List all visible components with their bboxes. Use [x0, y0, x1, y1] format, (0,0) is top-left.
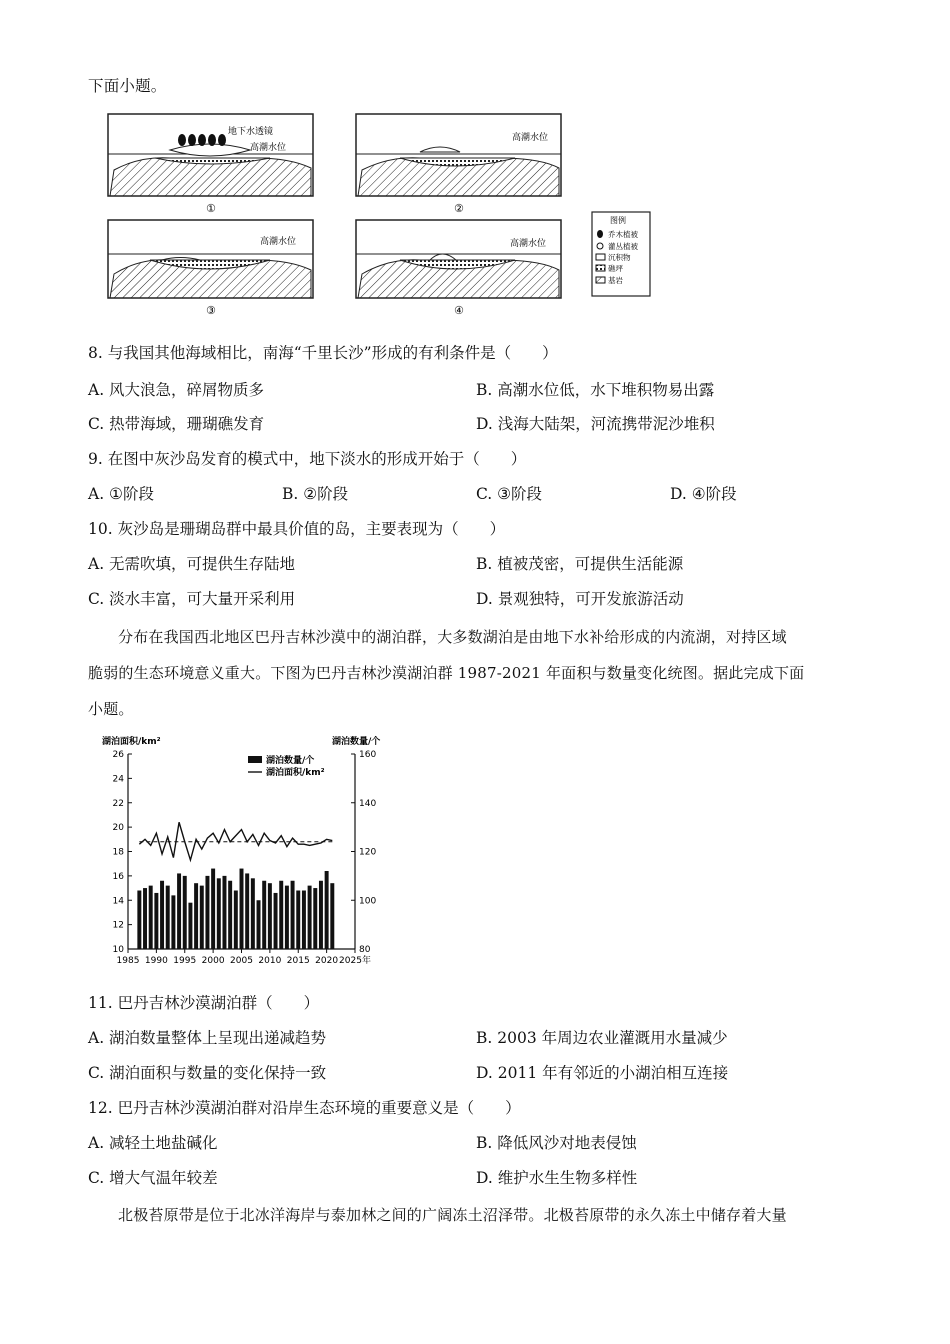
- panel-4-label-tide: 高潮水位: [510, 239, 547, 249]
- lake-count-bar: [291, 881, 295, 949]
- question-9-option-c[interactable]: C. ③阶段: [476, 485, 543, 503]
- question-12-option-b[interactable]: B. 降低风沙对地表侵蚀: [476, 1134, 637, 1152]
- question-12-option-d[interactable]: D. 维护水生生物多样性: [476, 1169, 638, 1187]
- legend-title: 图例: [610, 216, 626, 225]
- question-12-option-a[interactable]: A. 减轻土地盐碱化: [88, 1134, 218, 1152]
- panel-1-number: ①: [206, 202, 216, 215]
- lake-count-bar: [257, 900, 261, 949]
- question-8-option-c[interactable]: C. 热带海域，珊瑚礁发育: [88, 415, 265, 433]
- question-10-option-d[interactable]: D. 景观独特，可开发旅游活动: [476, 590, 684, 608]
- island-panel-3: [108, 220, 313, 317]
- lake-count-bar: [268, 883, 272, 949]
- question-11-option-a[interactable]: A. 湖泊数量整体上呈现出递减趋势: [88, 1029, 327, 1047]
- x-tick-label: 2000: [201, 956, 225, 966]
- question-8-option-d[interactable]: D. 浅海大陆架，河流携带泥沙堆积: [476, 415, 715, 433]
- lake-count-bar: [217, 878, 221, 949]
- lake-count-bar: [313, 888, 317, 949]
- lake-count-bar: [296, 891, 300, 950]
- x-tick-label: 2010: [258, 956, 282, 966]
- lake-count-bar: [166, 886, 170, 949]
- lake-count-bar: [325, 871, 329, 949]
- legend-item-sediment: 沉积物: [608, 253, 631, 262]
- question-12-option-c[interactable]: C. 增大气温年较差: [88, 1169, 218, 1187]
- panel-1-label-lens: 地下水透镜: [228, 127, 274, 137]
- question-8-stem: 8. 与我国其他海域相比，南海“千里长沙”形成的有利条件是（ ）: [88, 344, 558, 362]
- lake-count-bar: [143, 888, 147, 949]
- question-11-stem: 11. 巴丹吉林沙漠湖泊群（ ）: [88, 994, 320, 1012]
- left-tick-label: 18: [112, 847, 124, 858]
- question-9-option-a[interactable]: A. ①阶段: [88, 485, 154, 503]
- lake-count-bar: [200, 886, 204, 949]
- right-axis-label: 湖泊数量/个: [332, 737, 381, 747]
- legend-count-label: 湖泊数量/个: [266, 756, 315, 766]
- legend-item-bedrock: 基岩: [608, 276, 623, 285]
- question-10-option-c[interactable]: C. 淡水丰富，可大量开采利用: [88, 590, 296, 608]
- panel-3-number: ③: [206, 304, 216, 317]
- lake-count-bar: [302, 891, 306, 950]
- right-tick-label: 120: [359, 847, 377, 858]
- lake-count-bar: [285, 886, 289, 949]
- lake-count-bar: [319, 881, 323, 949]
- lake-chart: [100, 732, 400, 972]
- lake-count-bar: [245, 873, 249, 949]
- lake-count-bar: [228, 881, 232, 949]
- lake-passage-line-1: 分布在我国西北地区巴丹吉林沙漠中的湖泊群，大多数湖泊是由地下水补给形成的内流湖，对持区域: [118, 628, 787, 646]
- island-panel-4: [356, 220, 561, 317]
- x-tick-label: 1990: [144, 956, 168, 966]
- bedrock-icon: [596, 277, 605, 283]
- question-8-option-a[interactable]: A. 风大浪急，碎屑物质多: [88, 381, 265, 399]
- panel-1-label-tide: 高潮水位: [250, 143, 287, 153]
- question-10-option-a[interactable]: A. 无需吹填，可提供生存陆地: [88, 555, 296, 573]
- lake-count-bar: [171, 895, 175, 949]
- island-development-figure: [100, 108, 660, 318]
- left-tick-label: 26: [112, 750, 124, 760]
- tundra-passage: 北极苔原带是位于北冰洋海岸与泰加林之间的广阔冻土沼泽带。北极苔原带的永久冻土中储存着大量: [118, 1206, 787, 1224]
- lake-passage-line-2: 脆弱的生态环境意义重大。下图为巴丹吉林沙漠湖泊群 1987-2021 年面积与数量变化统图。据此完成下面: [88, 664, 805, 682]
- lake-count-bar: [177, 873, 181, 949]
- lake-count-bar: [308, 886, 312, 949]
- lake-count-bar: [330, 883, 334, 949]
- lake-count-bar: [194, 883, 198, 949]
- lake-count-bar: [279, 881, 283, 949]
- x-tick-label: 2005: [230, 956, 253, 966]
- lake-area-line: [139, 822, 332, 860]
- x-tick-label: 2025年: [339, 956, 371, 966]
- legend-area-label: 湖泊面积/km²: [266, 768, 325, 778]
- intro-tail: 下面小题。: [88, 77, 167, 95]
- lake-count-bar: [211, 869, 215, 949]
- island-panel-2: [356, 114, 561, 215]
- left-tick-label: 14: [112, 896, 124, 907]
- lake-count-bar: [234, 891, 238, 950]
- question-11-option-d[interactable]: D. 2011 年有邻近的小湖泊相互连接: [476, 1064, 729, 1082]
- left-tick-label: 24: [112, 774, 124, 785]
- lake-count-bar: [149, 886, 153, 949]
- shrub-icon: [597, 243, 603, 249]
- question-9-option-b[interactable]: B. ②阶段: [282, 485, 349, 503]
- legend-item-trees: 乔木植被: [608, 230, 638, 239]
- question-11-option-c[interactable]: C. 湖泊面积与数量的变化保持一致: [88, 1064, 327, 1082]
- legend-item-shrubs: 灌丛植被: [608, 242, 638, 251]
- right-tick-label: 100: [359, 896, 377, 907]
- panel-3-label-tide: 高潮水位: [260, 237, 297, 247]
- lake-count-bar: [251, 878, 255, 949]
- question-10-stem: 10. 灰沙岛是珊瑚岛群中最具价值的岛，主要表现为（ ）: [88, 520, 506, 538]
- x-tick-label: 2015: [286, 956, 310, 966]
- island-panel-1: [108, 114, 313, 215]
- right-tick-label: 160: [359, 750, 377, 760]
- lake-count-bar: [154, 893, 158, 949]
- right-tick-label: 140: [359, 798, 377, 809]
- island-figure-legend: [592, 212, 650, 296]
- question-9-option-d[interactable]: D. ④阶段: [670, 485, 737, 503]
- lake-count-bar: [183, 876, 187, 949]
- right-tick-label: 80: [359, 945, 371, 955]
- left-tick-label: 12: [112, 920, 124, 931]
- question-11-option-b[interactable]: B. 2003 年周边农业灌溉用水量减少: [476, 1029, 728, 1047]
- left-tick-label: 20: [112, 823, 124, 834]
- legend-count-swatch: [248, 756, 262, 763]
- question-12-stem: 12. 巴丹吉林沙漠湖泊群对沿岸生态环境的重要意义是（ ）: [88, 1099, 521, 1117]
- left-axis-label: 湖泊面积/km²: [102, 737, 161, 747]
- lake-count-bar: [205, 876, 209, 949]
- lake-count-bar: [240, 869, 244, 949]
- x-tick-label: 1995: [173, 956, 197, 966]
- legend-item-reef: 礁坪: [608, 264, 623, 273]
- question-10-option-b[interactable]: B. 植被茂密，可提供生活能源: [476, 555, 684, 573]
- panel-2-number: ②: [454, 202, 464, 215]
- question-9-stem: 9. 在图中灰沙岛发育的模式中，地下淡水的形成开始于（ ）: [88, 450, 527, 468]
- question-8-option-b[interactable]: B. 高潮水位低，水下堆积物易出露: [476, 381, 715, 399]
- lake-count-bar: [262, 881, 266, 949]
- panel-4-number: ④: [454, 304, 464, 317]
- tree-icon: [597, 230, 603, 238]
- lake-passage-line-3: 小题。: [88, 700, 134, 718]
- lake-count-bar: [222, 876, 226, 949]
- reef-flat-icon: [596, 265, 605, 271]
- sediment-icon: [596, 254, 605, 260]
- panel-2-label-tide: 高潮水位: [512, 133, 549, 143]
- lake-count-bar: [160, 881, 164, 949]
- left-tick-label: 16: [112, 871, 124, 882]
- lake-count-bar: [137, 891, 141, 950]
- x-tick-label: 2020: [315, 956, 339, 966]
- left-tick-label: 22: [112, 798, 124, 809]
- lake-count-bar: [274, 893, 278, 949]
- left-tick-label: 10: [112, 945, 124, 955]
- lake-count-bar: [188, 903, 192, 949]
- x-tick-label: 1985: [116, 956, 140, 966]
